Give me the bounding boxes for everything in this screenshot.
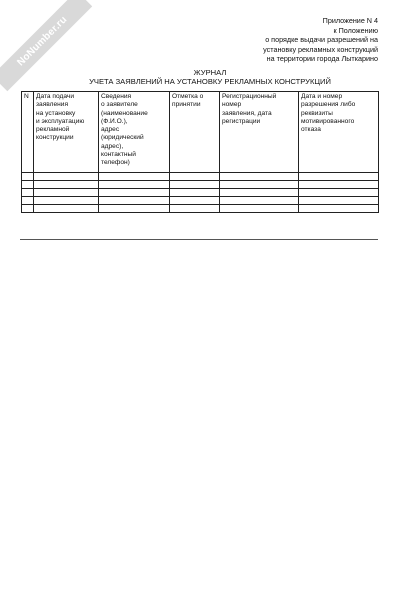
table-cell bbox=[99, 173, 170, 181]
table-cell bbox=[99, 205, 170, 213]
divider bbox=[20, 239, 378, 240]
header-number: N bbox=[22, 92, 34, 173]
table-cell bbox=[99, 189, 170, 197]
journal-title: ЖУРНАЛ bbox=[193, 68, 227, 77]
watermark: NoNumber.ru bbox=[0, 0, 92, 91]
table-cell bbox=[34, 189, 99, 197]
table-row bbox=[22, 173, 379, 181]
table-cell bbox=[22, 189, 34, 197]
table-cell bbox=[34, 181, 99, 189]
appendix-line: на территории города Лыткарино bbox=[266, 54, 378, 64]
appendix-line: к Положению bbox=[333, 25, 378, 35]
table-cell bbox=[170, 189, 220, 197]
journal-subtitle: УЧЕТА ЗАЯВЛЕНИЙ НА УСТАНОВКУ РЕКЛАМНЫХ КОНСТРУКЦИЙ bbox=[89, 77, 331, 86]
table-cell bbox=[299, 181, 379, 189]
table-row bbox=[22, 205, 379, 213]
table-cell bbox=[22, 205, 34, 213]
table-cell bbox=[99, 181, 170, 189]
appendix-note bbox=[263, 16, 378, 64]
header-acceptance-mark: Отметка о принятии bbox=[170, 92, 220, 173]
header-applicant-info: Сведения о заявителе (наименование (Ф.И.О.), адрес (юридический адрес), контактный телефон) bbox=[99, 92, 170, 173]
table-header-row bbox=[22, 92, 379, 173]
table-cell bbox=[299, 197, 379, 205]
journal-table bbox=[21, 91, 379, 213]
appendix-line: о порядке выдачи разрешений на bbox=[265, 35, 378, 45]
table-cell bbox=[220, 173, 299, 181]
table-cell bbox=[34, 173, 99, 181]
table-cell bbox=[299, 205, 379, 213]
table-cell bbox=[34, 205, 99, 213]
table-row bbox=[22, 181, 379, 189]
table-row bbox=[22, 197, 379, 205]
table-row bbox=[22, 189, 379, 197]
table-cell bbox=[99, 197, 170, 205]
table-cell bbox=[299, 173, 379, 181]
header-registration-number: Регистрационный номер заявления, дата регистрации bbox=[220, 92, 299, 173]
table-cell bbox=[170, 181, 220, 189]
table-cell bbox=[22, 181, 34, 189]
appendix-line: Приложение N 4 bbox=[322, 16, 378, 25]
table-cell bbox=[220, 181, 299, 189]
table-cell bbox=[299, 189, 379, 197]
header-application-date: Дата подачи заявления на установку и эксплуатацию рекламной конструкции bbox=[34, 92, 99, 173]
table-cell bbox=[22, 173, 34, 181]
table-cell bbox=[22, 197, 34, 205]
header-permit-or-refusal: Дата и номер разрешения либо реквизиты мотивированного отказа bbox=[299, 92, 379, 173]
table-cell bbox=[220, 205, 299, 213]
table-cell bbox=[170, 205, 220, 213]
table-cell bbox=[220, 197, 299, 205]
table-cell bbox=[170, 197, 220, 205]
table-cell bbox=[170, 173, 220, 181]
appendix-line: установку рекламных конструкций bbox=[263, 44, 378, 54]
table-cell bbox=[34, 197, 99, 205]
table-cell bbox=[220, 189, 299, 197]
